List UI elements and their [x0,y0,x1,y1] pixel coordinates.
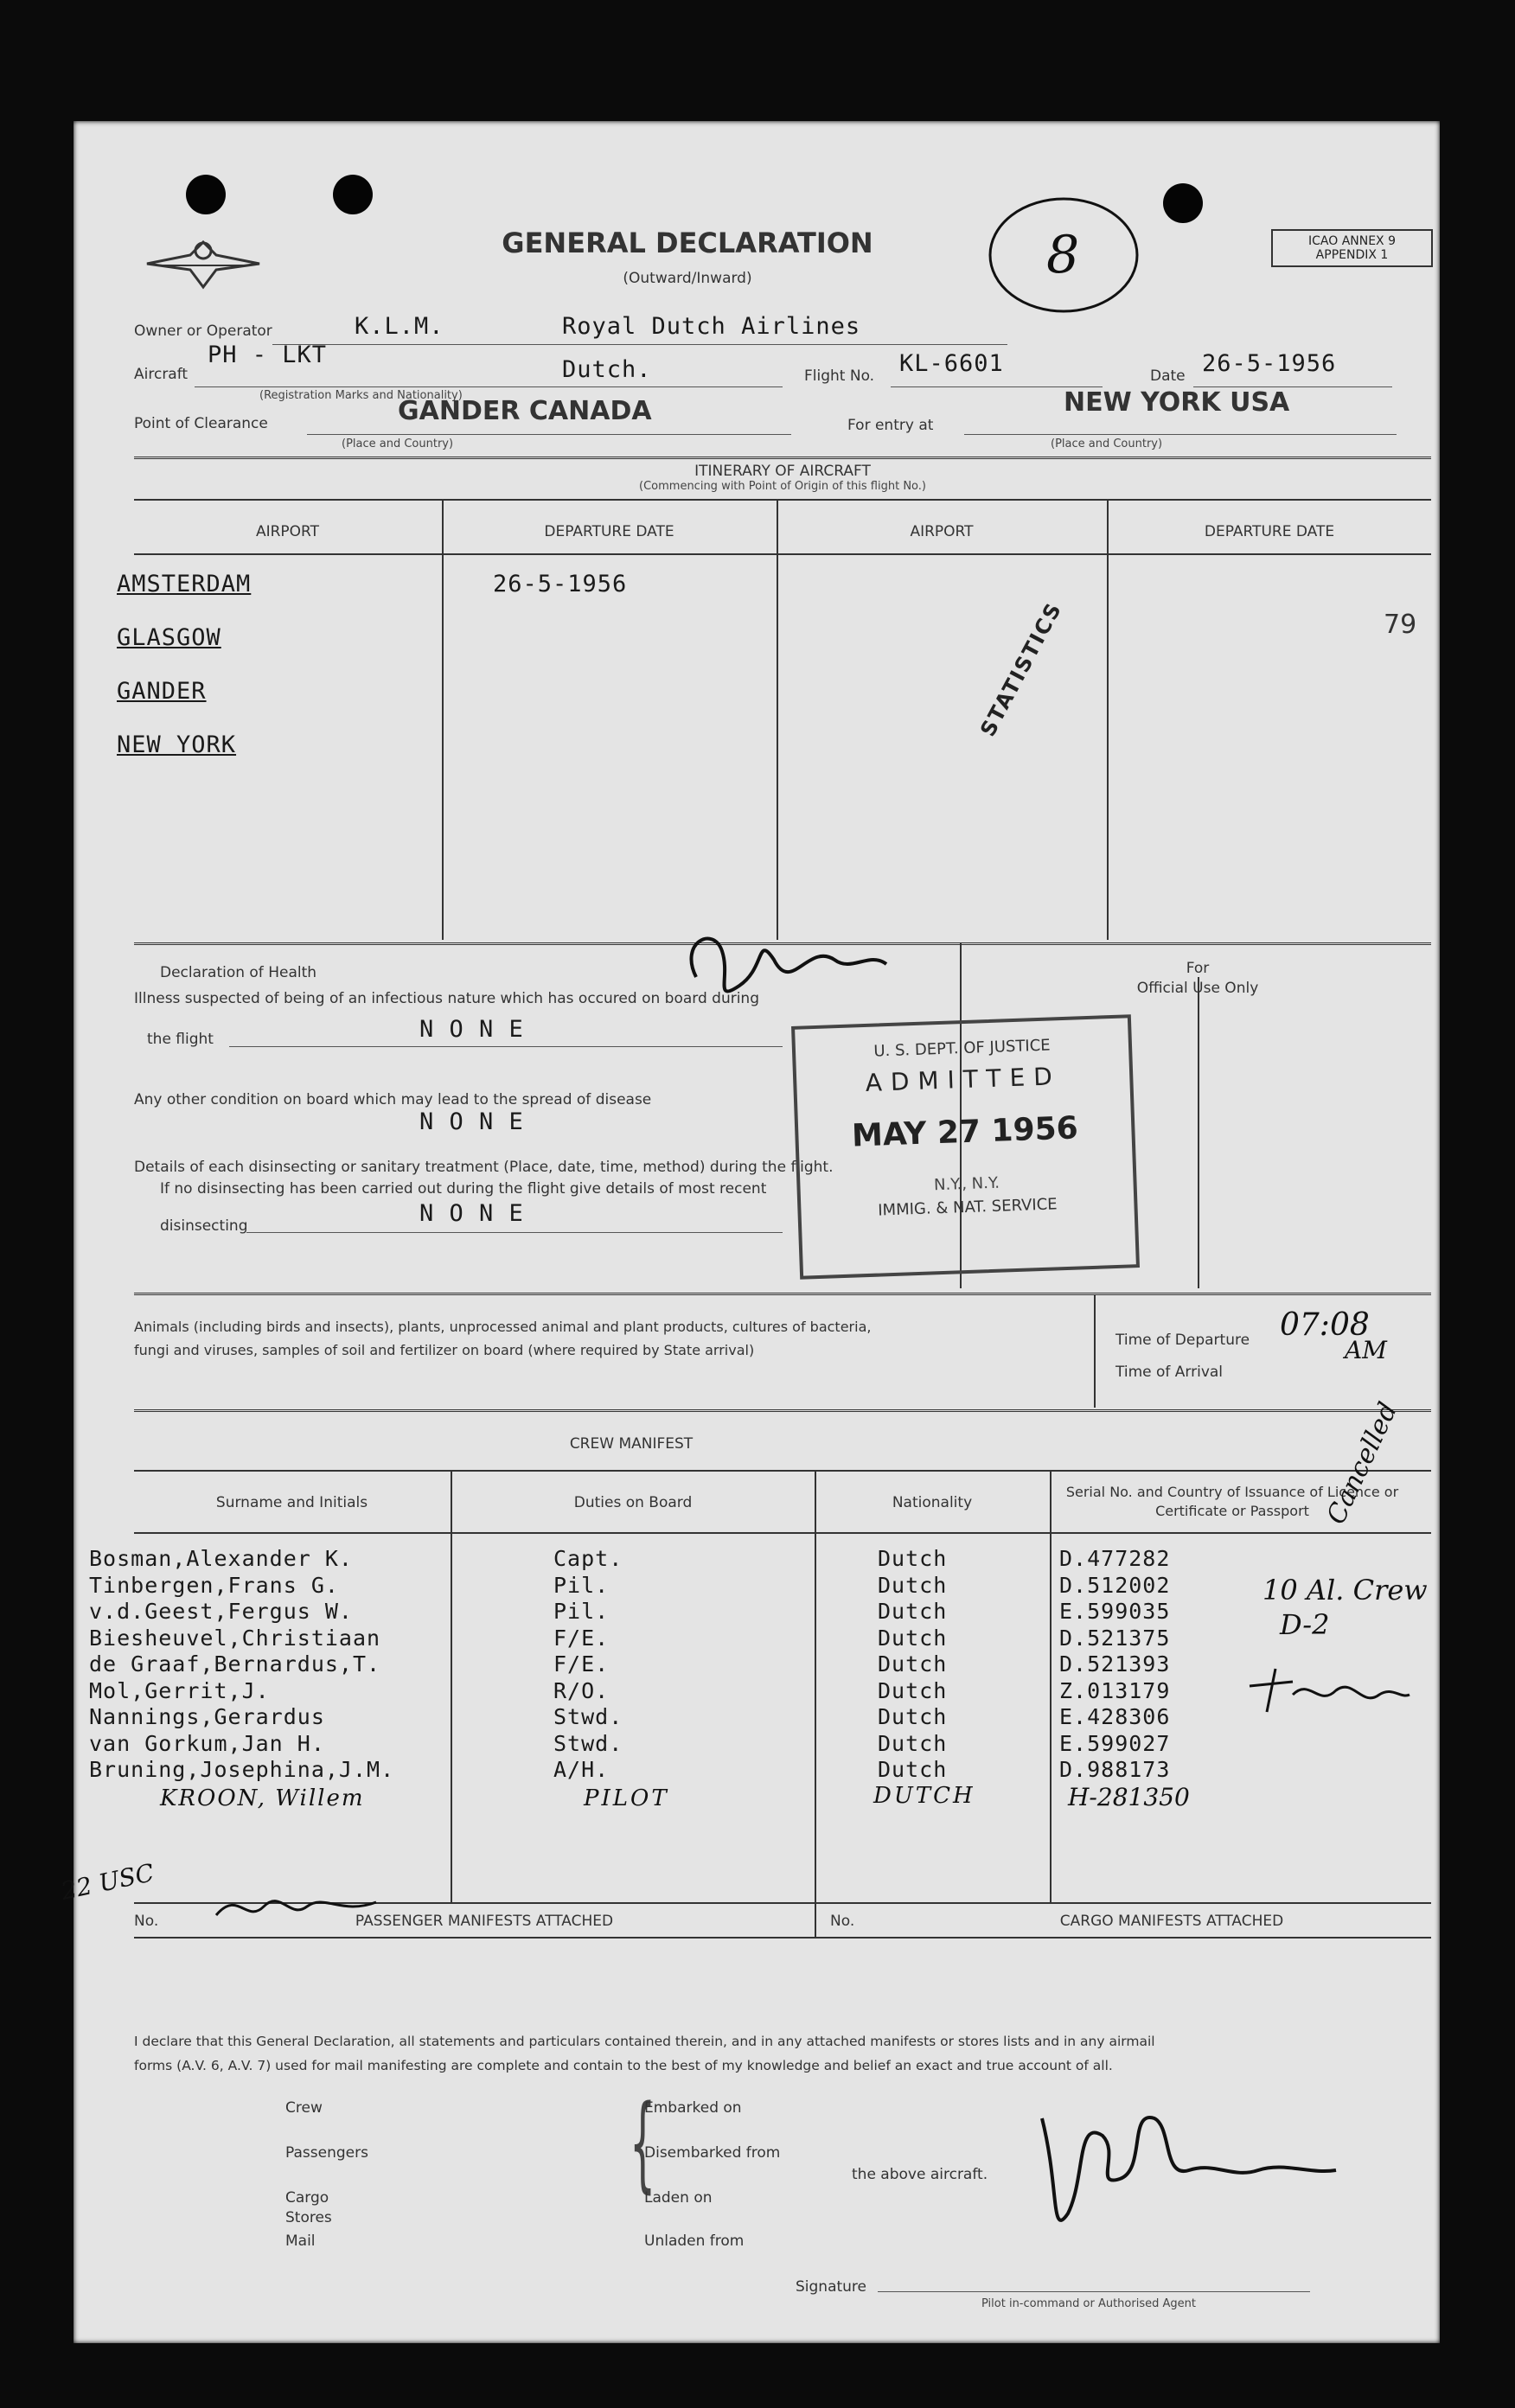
official-label: For [1186,960,1210,977]
decl-mid: Disembarked from [644,2144,781,2162]
crew-serial: D.988173 [1059,1757,1171,1782]
crew-duty: F/E. [553,1625,610,1651]
aircraft-value: PH - LKT [208,342,328,368]
decl-right: the above aircraft. [852,2166,988,2183]
margin-note: 22 USC [58,1858,157,1906]
health-q1: Illness suspected of being of an infectious nature which has occured on board during [134,990,759,1007]
statistics-stamp: STATISTICS [975,597,1067,741]
passenger-no: No. [134,1913,159,1930]
entry-label: For entry at [847,417,934,434]
itinerary-subtitle: (Commencing with Point of Origin of this flight No.) [639,480,926,493]
decl-left: Cargo [285,2189,329,2207]
owner-label: Owner or Operator [134,323,272,340]
health-a1: N O N E [419,1016,524,1043]
reg-caption: (Registration Marks and Nationality) [259,389,463,402]
departure-time-label: Time of Departure [1115,1332,1250,1349]
decl-left: Passengers [285,2144,368,2162]
flight-label: Flight No. [804,367,875,385]
signature-label: Signature [796,2278,867,2296]
crew-hw-nat: DUTCH [873,1783,975,1809]
manifest-scribble-icon [212,1885,385,1928]
initials-mark-icon [1241,1660,1414,1721]
crew-name: van Gorkum,Jan H. [89,1730,325,1756]
declaration-form [58,121,1440,2343]
crew-name: Bosman,Alexander K. [89,1546,353,1571]
crew-duty: Pil. [553,1572,610,1598]
crew-nationality: Dutch [878,1651,948,1677]
decl-brace: { [629,2084,656,2204]
itinerary-airport: AMSTERDAM [117,571,252,597]
crew-serial: D.477282 [1059,1546,1171,1571]
stamp-date: MAY 27 1956 [851,1110,1079,1154]
stamp-admitted: ADMITTED [865,1062,1062,1097]
side-note-d2: D-2 [1280,1608,1330,1641]
cargo-manifest-label: CARGO MANIFESTS ATTACHED [1059,1913,1284,1930]
stamp-agency: U. S. DEPT. OF JUSTICE [873,1036,1051,1061]
decl-mid: Unladen from [644,2232,745,2250]
crew-col [815,1470,816,1902]
crew-nationality: Dutch [878,1599,948,1624]
health-title: Declaration of Health [160,964,317,981]
itinerary-col [442,499,444,940]
itinerary-header-rule [134,553,1431,555]
official-label: Official Use Only [1136,980,1259,997]
declaration-line: forms (A.V. 6, A.V. 7) used for mail manifesting are complete and contain to the best of my knowledge and belief an exact and true account of all. [134,2058,1113,2073]
crew-hw-duty: PILOT [584,1785,669,1811]
decl-left: Stores [285,2209,332,2226]
health-a2: N O N E [419,1108,524,1135]
crew-duty: Stwd. [553,1704,623,1729]
health-a3: N O N E [419,1200,524,1227]
animals-text2: fungi and viruses, samples of soil and fertilizer on board (where required by State arrival) [134,1342,755,1358]
crew-hw-name: KROON, Willem [160,1785,365,1811]
crew-serial: E.428306 [1059,1704,1171,1729]
crew-serial: E.599027 [1059,1730,1171,1756]
health-line [229,1046,783,1047]
health-q3: Details of each disinsecting or sanitary treatment (Place, date, time, method) during the flight. [134,1159,834,1176]
health-q3c: disinsecting [160,1217,248,1235]
crew-header: Surname and Initials [215,1494,368,1511]
animals-col [1094,1295,1096,1408]
clearance-label: Point of Clearance [134,415,268,432]
manifest-col [815,1902,816,1937]
arrival-time-label: Time of Arrival [1115,1364,1224,1381]
itinerary-airport: GLASGOW [117,624,221,651]
crew-nationality: Dutch [878,1625,948,1651]
crew-nationality: Dutch [878,1546,948,1571]
crew-header-top [134,1470,1431,1472]
punch-hole [1163,183,1203,223]
crew-duty: F/E. [553,1651,610,1677]
crew-title: CREW MANIFEST [569,1435,694,1453]
aircraft-line [195,386,783,387]
crew-duty: Stwd. [553,1730,623,1756]
date-label: Date [1150,367,1186,385]
health-q2: Any other condition on board which may lead to the spread of disease [134,1091,652,1108]
entry-value: NEW YORK USA [1064,387,1290,418]
crew-col [451,1470,452,1902]
crew-nationality: Dutch [878,1730,948,1756]
itinerary-header: AIRPORT [910,523,974,540]
inspector-signature-icon [662,925,921,1020]
side-note-crew: 10 Al. Crew [1262,1574,1428,1606]
crew-header: Serial No. and Country of Issuance of Licence or Certificate or Passport [1065,1484,1399,1519]
admitted-stamp [791,1014,1140,1280]
decl-left: Mail [285,2232,316,2250]
crew-header: Duties on Board [573,1494,693,1511]
passenger-manifest-label: PASSENGER MANIFESTS ATTACHED [355,1913,614,1930]
itinerary-rule-top [134,457,1431,459]
departure-ampm: AM [1345,1336,1387,1364]
crew-name: Nannings,Gerardus [89,1704,325,1729]
form-title: GENERAL DECLARATION [502,227,873,259]
punch-hole [186,175,226,214]
itinerary-col [777,499,778,940]
crew-rule [134,1409,1431,1412]
entry-line [964,434,1397,435]
crew-nationality: Dutch [878,1677,948,1703]
crew-name: Tinbergen,Frans G. [89,1572,339,1598]
decl-mid: Embarked on [644,2099,742,2117]
departure-time-value: 07:08 [1280,1307,1370,1343]
punch-hole [333,175,373,214]
decl-left: Crew [285,2099,323,2117]
page-number: 79 [1384,610,1417,640]
stamp-service: IMMIG. & NAT. SERVICE [877,1195,1058,1220]
signature-caption: Pilot in-command or Authorised Agent [981,2297,1196,2310]
crew-name: de Graaf,Bernardus,T. [89,1651,381,1677]
health-q1b: the flight [147,1031,214,1048]
klm-crest-icon [143,233,264,294]
clearance-caption: (Place and Country) [342,438,454,450]
itinerary-rule-mid [134,499,1431,501]
crew-hw-serial: H-281350 [1068,1783,1190,1811]
crew-nationality: Dutch [878,1704,948,1729]
crew-name: Mol,Gerrit,J. [89,1677,270,1703]
crew-serial: D.521393 [1059,1651,1171,1677]
itinerary-title: ITINERARY OF AIRCRAFT [694,463,871,480]
crew-nationality: Dutch [878,1757,948,1782]
pilot-signature-icon [1025,2084,1388,2257]
health-q3b: If no disinsecting has been carried out during the flight give details of most recent [160,1180,767,1198]
crew-duty: A/H. [553,1757,610,1782]
owner-name: Royal Dutch Airlines [562,313,861,340]
crew-header-rule [134,1532,1431,1534]
animals-text: Animals (including birds and insects), plants, unprocessed animal and plant products, cultures of bacteria, [134,1319,872,1335]
crew-serial: Z.013179 [1059,1677,1171,1703]
crew-header: Nationality [892,1494,973,1511]
itinerary-airport: GANDER [117,678,207,705]
crew-name: Bruning,Josephina,J.M. [89,1757,395,1782]
itinerary-header: AIRPORT [255,523,320,540]
crew-col [1050,1470,1052,1902]
crew-serial: D.521375 [1059,1625,1171,1651]
cargo-no: No. [830,1913,855,1930]
decl-mid: Laden on [644,2189,713,2207]
clearance-line [307,434,791,435]
circled-number: 8 [1046,225,1080,285]
itinerary-departure: 26-5-1956 [493,571,628,597]
itinerary-airport: NEW YORK [117,731,237,758]
clearance-value: GANDER CANADA [398,396,652,426]
crew-duty: Pil. [553,1599,610,1624]
entry-caption: (Place and Country) [1051,438,1163,450]
owner-value: K.L.M. [355,313,444,340]
official-col-inner [1198,977,1199,1288]
flight-value: KL-6601 [899,350,1004,377]
itinerary-col [1107,499,1109,940]
animals-rule [134,1293,1431,1295]
crew-nationality: Dutch [878,1572,948,1598]
side-note-cancelled: Cancelled [1320,1397,1404,1530]
stamp-city: N.Y., N.Y. [933,1173,1000,1195]
crew-serial: E.599035 [1059,1599,1171,1624]
owner-line [272,344,1007,345]
crew-duty: Capt. [553,1546,623,1571]
declaration-line: I declare that this General Declaration, all statements and particulars contained therein, and in any attached manifests or stores lists and in any airmail [134,2034,1155,2049]
icao-box: ICAO ANNEX 9 APPENDIX 1 [1271,229,1433,267]
itinerary-header: DEPARTURE DATE [544,523,674,540]
crew-name: Biesheuvel,Christiaan [89,1625,381,1651]
itinerary-header: DEPARTURE DATE [1204,523,1335,540]
crew-serial: D.512002 [1059,1572,1171,1598]
aircraft-label: Aircraft [134,366,189,383]
manifest-rule-bottom [134,1937,1431,1939]
nationality-value: Dutch. [562,356,652,383]
signature-line [878,2291,1310,2292]
crew-name: v.d.Geest,Fergus W. [89,1599,353,1624]
health-line [246,1232,783,1233]
date-value: 26-5-1956 [1202,350,1337,377]
crew-duty: R/O. [553,1677,610,1703]
form-subtitle: (Outward/Inward) [623,270,752,287]
